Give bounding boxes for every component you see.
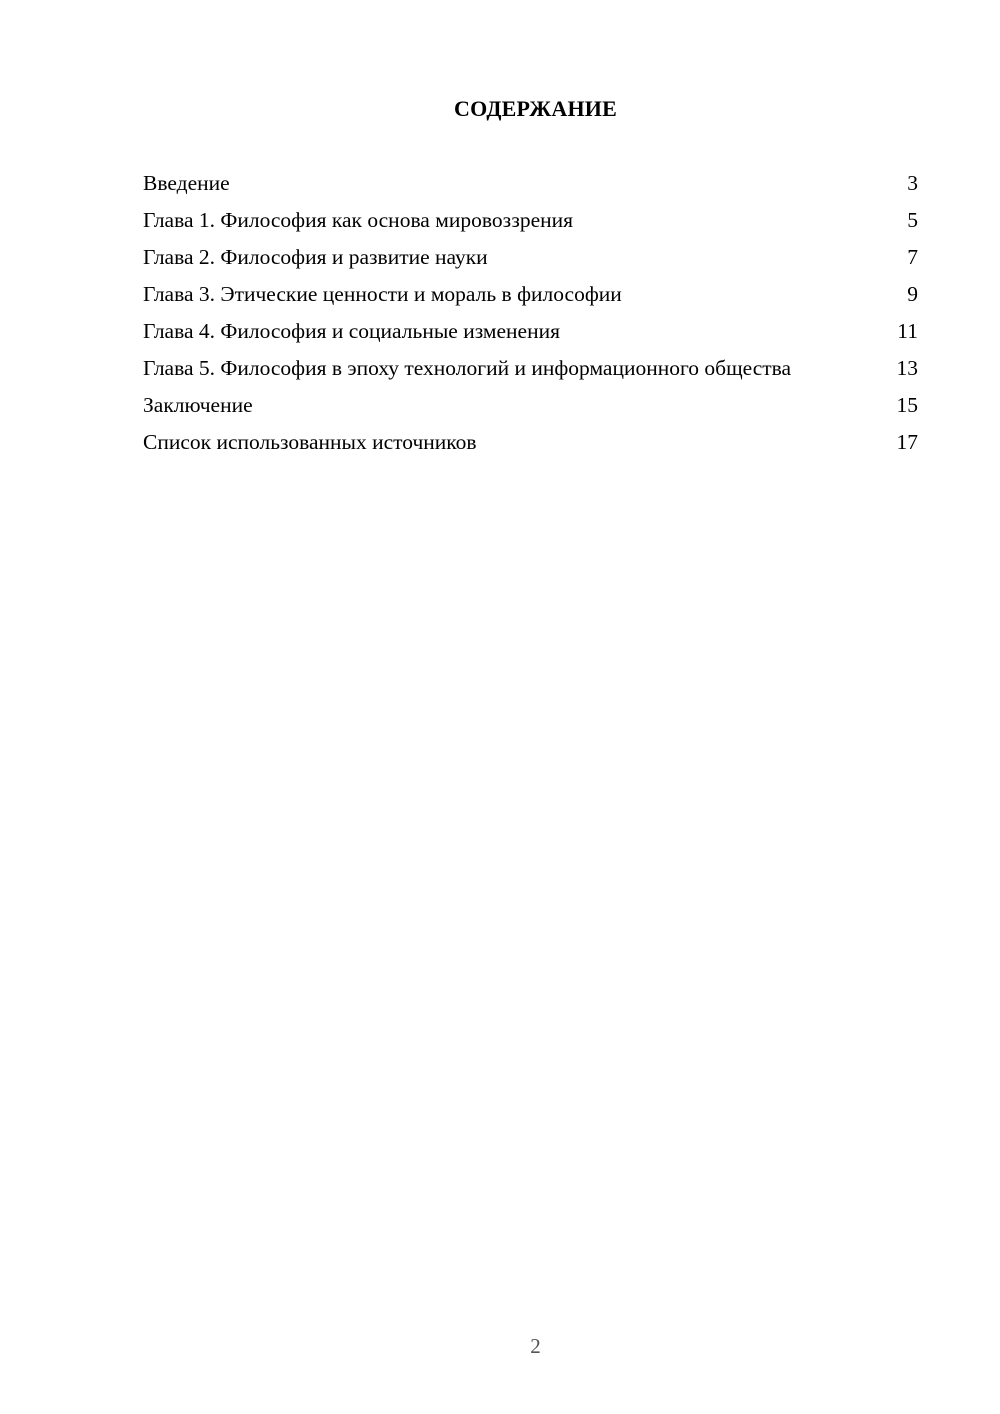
toc-entry-label: Глава 4. Философия и социальные изменения [143,319,560,343]
toc-entry-page: 15 [896,393,918,417]
toc-entry-label: Глава 2. Философия и развитие науки [143,245,488,269]
toc-entry-page: 5 [907,208,918,232]
toc-entry-label: Глава 1. Философия как основа мировоззрения [143,208,574,232]
toc-entry-label: Глава 5. Философия в эпоху технологий и информационного общества [143,356,792,380]
toc-entry-page: 3 [907,171,918,195]
toc-entry-page: 13 [896,356,918,380]
page-title: СОДЕРЖАНИЕ [454,96,617,121]
toc-entry-label: Введение [143,171,230,195]
toc-entry[interactable] [143,170,918,197]
toc-entry-label: Заключение [143,393,253,417]
toc-entry[interactable] [143,355,918,382]
toc-entry[interactable] [143,318,918,345]
toc-entry-page: 17 [896,430,918,454]
toc-entry[interactable] [143,392,918,419]
toc-entry-page: 9 [907,282,918,306]
toc-entry[interactable] [143,281,918,308]
toc-entry-label: Список использованных источников [143,430,477,454]
toc-entry[interactable] [143,244,918,271]
toc-entry-page: 11 [897,319,918,343]
toc-entry-page: 7 [907,245,918,269]
page-number: 2 [530,1334,541,1358]
toc-entry[interactable] [143,207,918,234]
toc-entry[interactable] [143,429,918,456]
table-of-contents [143,170,918,466]
toc-entry-label: Глава 3. Этические ценности и мораль в философии [143,282,622,306]
